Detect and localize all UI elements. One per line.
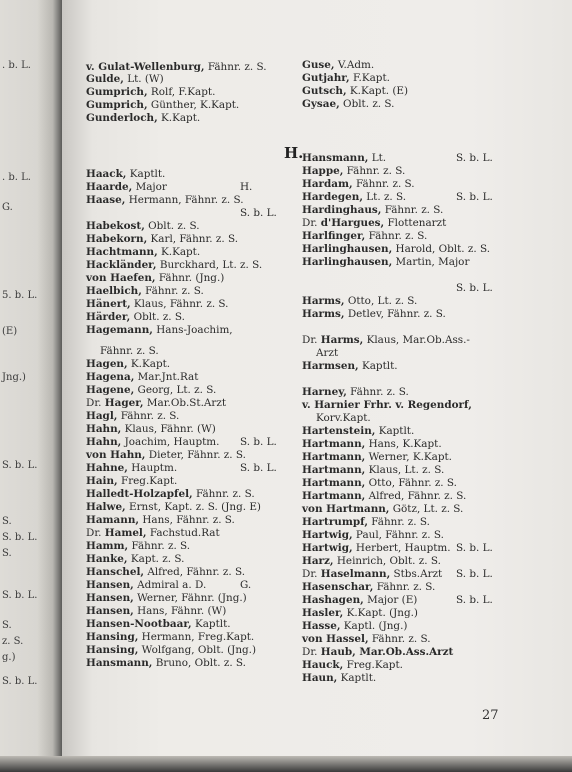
prev-page-fragment: z. S.: [2, 636, 24, 647]
directory-entry: [302, 555, 441, 568]
entry-details: Freg.Kapt.: [120, 475, 178, 487]
directory-entry: [86, 298, 228, 311]
entry-surname: Hartmann,: [302, 451, 366, 463]
directory-entry: [302, 204, 443, 217]
entry-details: Fähnr. z. S.: [145, 285, 204, 297]
entry-details: Martin, Major: [395, 256, 470, 268]
entry-status-mark: S. b. L.: [456, 594, 493, 606]
directory-entry: [302, 295, 417, 308]
directory-entry: [86, 449, 246, 462]
directory-entry: [86, 592, 247, 605]
entry-surname: Harlinghausen,: [302, 243, 393, 255]
entry-details: Herbert, Hauptm.: [355, 542, 451, 554]
entry-surname: Hasse,: [302, 620, 341, 632]
directory-entry: [302, 230, 427, 243]
entry-surname: Hanke,: [86, 553, 128, 565]
directory-entry: [86, 246, 200, 259]
entry-surname: Hartmann,: [302, 490, 366, 502]
entry-surname: Hartmann,: [302, 477, 366, 489]
entry-details: Werner, K.Kapt.: [368, 451, 452, 463]
entry-details: Karl, Fähnr. z. S.: [150, 233, 239, 245]
entry-surname: Haarde,: [86, 181, 133, 193]
entry-surname: Hanschel,: [86, 566, 145, 578]
entry-status-mark: H.: [240, 181, 253, 193]
directory-entry: [86, 233, 238, 246]
prev-page-fragment: G.: [2, 202, 13, 213]
entry-surname: Happe,: [302, 165, 344, 177]
entry-details: Kapt. z. S.: [130, 553, 185, 565]
entry-details: Fähnr. z. S.: [355, 178, 415, 190]
directory-entry: [302, 607, 418, 620]
directory-entry: [302, 217, 446, 230]
directory-entry: [86, 168, 165, 181]
directory-entry: [302, 490, 466, 503]
entry-details: Major: [135, 181, 167, 193]
entry-details: Admiral a. D.: [137, 579, 207, 591]
entry-details: Kaptlt.: [194, 618, 231, 630]
directory-entry: [302, 399, 472, 412]
entry-details: Major (E): [367, 594, 418, 606]
directory-entry: [302, 360, 398, 373]
entry-surname: Haun,: [302, 672, 338, 684]
entry-details: Fähnr. z. S.: [120, 410, 180, 422]
entry-details: Mar.Ob.St.Arzt: [146, 397, 227, 409]
directory-entry: [302, 477, 457, 490]
prev-page-fragment: S.: [2, 620, 12, 631]
entry-surname: Harms,: [302, 308, 345, 320]
entry-surname: Hardam,: [302, 178, 353, 190]
directory-entry: [302, 243, 490, 256]
entry-details: Klaus, Mar.Ob.Ass.-: [366, 334, 470, 346]
prev-page-fragment: S. b. L.: [2, 460, 38, 471]
directory-entry: [86, 358, 170, 371]
directory-entry: [86, 73, 164, 86]
directory-entry: [86, 514, 235, 527]
entry-title-prefix: Dr.: [302, 646, 318, 658]
directory-entry: [302, 72, 390, 85]
entry-details: Fähnr. (Jng.): [158, 272, 225, 284]
directory-entry: [86, 644, 256, 657]
entry-surname: Hahn,: [86, 423, 122, 435]
entry-details: Oblt. z. S.: [148, 220, 200, 232]
directory-entry: [86, 397, 226, 410]
entry-status-mark: S. b. L.: [240, 436, 277, 448]
directory-entry: [86, 475, 177, 488]
directory-entry: [302, 516, 430, 529]
directory-entry: [302, 542, 493, 555]
directory-entry: [86, 462, 277, 475]
directory-entry: [302, 438, 442, 451]
prev-page-fragment: 5. b. L.: [2, 290, 38, 301]
entry-details: Hans, Fähnr. z. S.: [142, 514, 235, 526]
directory-entry: [86, 86, 215, 99]
directory-entry: [86, 371, 198, 384]
entry-details: Georg, Lt. z. S.: [137, 384, 217, 396]
entry-details: Paul, Fähnr. z. S.: [355, 529, 444, 541]
directory-entry: [86, 540, 190, 553]
entry-surname: Hamann,: [86, 514, 140, 526]
entry-title-prefix: Dr.: [86, 527, 102, 539]
prev-page-fragment: S. b. L.: [2, 532, 38, 543]
entry-details: Alfred, Fähnr. z. S.: [368, 490, 467, 502]
entry-status-mark: S. b. L.: [240, 462, 277, 474]
entry-details: Dieter, Fähnr. z. S.: [148, 449, 246, 461]
entry-details: Wolfgang, Oblt. (Jng.): [141, 644, 257, 656]
entry-details: Hans-Joachim,: [156, 324, 233, 336]
entry-status-mark: S. b. L.: [456, 568, 493, 580]
directory-entry: [86, 605, 226, 618]
entry-surname: Gutjahr,: [302, 72, 350, 84]
prev-page-fragment: S. b. L.: [2, 590, 38, 601]
entry-status-mark: S. b. L.: [456, 542, 493, 554]
entry-surname: Hagemann,: [86, 324, 153, 336]
entry-surname: Hartwig,: [302, 529, 353, 541]
directory-entry: [302, 646, 453, 659]
entry-details: Götz, Lt. z. S.: [392, 503, 464, 515]
directory-entry: [86, 324, 233, 337]
entry-surname: Halledt-Holzapfel,: [86, 488, 193, 500]
entry-surname: von Hartmann,: [302, 503, 390, 515]
previous-page-edge: [0, 0, 62, 772]
entry-surname: Hansen,: [86, 592, 134, 604]
entry-details: Lt. z. S.: [366, 191, 407, 203]
entry-surname: Harms,: [320, 334, 364, 346]
entry-surname: Gumprich,: [86, 86, 148, 98]
directory-entry: [86, 436, 277, 449]
entry-details: Fähnr. z. S.: [371, 633, 431, 645]
entry-details: Fähnr. z. S.: [131, 540, 191, 552]
entry-details: Hauptm.: [131, 462, 178, 474]
directory-entry: [302, 451, 452, 464]
entry-details: Rolf, F.Kapt.: [150, 86, 216, 98]
entry-details: F.Kapt.: [352, 72, 390, 84]
prev-page-fragment: S.: [2, 516, 12, 527]
directory-entry: [86, 527, 220, 540]
entry-status-mark: S. b. L.: [456, 191, 493, 203]
entry-surname: Harlfinger,: [302, 230, 366, 242]
entry-continuation: S. b. L.: [456, 282, 493, 294]
entry-surname: Hansmann,: [302, 152, 369, 164]
directory-entry: [86, 311, 185, 324]
directory-entry: [302, 672, 376, 685]
directory-entry: [302, 581, 435, 594]
entry-details: Klaus, Fähnr. z. S.: [133, 298, 229, 310]
directory-entry: [86, 423, 216, 436]
directory-entry: [86, 657, 246, 670]
directory-entry: [302, 178, 415, 191]
entry-surname: Guse,: [302, 59, 335, 71]
entry-surname: Gunderloch,: [86, 112, 158, 124]
entry-surname: Hansen,: [86, 579, 134, 591]
entry-details: Fähnr. z. S.: [195, 488, 255, 500]
entry-details: Burckhard, Lt. z. S.: [159, 259, 263, 271]
entry-surname: Hartwig,: [302, 542, 353, 554]
directory-entry: [86, 501, 261, 514]
entry-status-mark: S. b. L.: [456, 152, 493, 164]
entry-details: Harold, Oblt. z. S.: [395, 243, 490, 255]
entry-details: Klaus, Fähnr. (W): [124, 423, 216, 435]
entry-details: Fähnr. z. S.: [368, 230, 428, 242]
entry-details: Detlev, Fähnr. z. S.: [347, 308, 446, 320]
entry-surname: Hamm,: [86, 540, 129, 552]
entry-surname: Halwe,: [86, 501, 126, 513]
entry-details: Fähnr. z. S.: [350, 386, 409, 398]
entry-surname: Harms,: [302, 295, 345, 307]
entry-details: Lt.: [371, 152, 387, 164]
entry-surname: Hansen,: [86, 605, 134, 617]
directory-entry: [86, 553, 184, 566]
directory-entry: [302, 191, 493, 204]
entry-surname: Hartmann,: [302, 438, 366, 450]
entry-details: Fähnr. z. S.: [371, 516, 430, 528]
prev-page-fragment: (E): [2, 326, 18, 337]
prev-page-fragment: g.): [2, 652, 16, 663]
directory-entry: [86, 285, 204, 298]
entry-surname: Gutsch,: [302, 85, 347, 97]
entry-details: K.Kapt.: [161, 112, 201, 124]
entry-details: Heinrich, Oblt. z. S.: [336, 555, 441, 567]
directory-entry: [86, 579, 252, 592]
entry-surname: Hager,: [104, 397, 144, 409]
entry-details: Fähnr. z. S.: [376, 581, 436, 593]
entry-details: K.Kapt. (Jng.): [346, 607, 418, 619]
entry-surname: Hain,: [86, 475, 118, 487]
entry-details: Alfred, Fähnr. z. S.: [147, 566, 246, 578]
entry-details: Lt. (W): [127, 73, 164, 85]
entry-surname: Hachtmann,: [86, 246, 158, 258]
entry-details: Kaptl. (Jng.): [343, 620, 408, 632]
entry-surname: Haub, Mar.Ob.Ass.Arzt: [320, 646, 454, 658]
entry-surname: v. Gulat-Wellenburg,: [86, 61, 205, 73]
entry-details: Kaptlt.: [340, 672, 377, 684]
directory-entry: [86, 618, 231, 631]
entry-surname: Gulde,: [86, 73, 124, 85]
directory-entry: [86, 566, 245, 579]
directory-entry: [302, 503, 463, 516]
directory-entry: [302, 659, 403, 672]
entry-details: Klaus, Lt. z. S.: [368, 464, 445, 476]
prev-page-fragment: . b. L.: [2, 172, 31, 183]
entry-surname: v. Harnier Frhr. v. Regendorf,: [302, 399, 472, 411]
entry-details: Fähnr. z. S.: [207, 61, 267, 73]
directory-entry: [86, 112, 200, 125]
entry-surname: Hagen,: [86, 358, 128, 370]
directory-entry: [86, 488, 255, 501]
entry-details: Fachstud.Rat: [149, 527, 220, 539]
entry-surname: Habekorn,: [86, 233, 148, 245]
directory-entry: [302, 568, 493, 581]
entry-title-prefix: Dr.: [302, 334, 318, 346]
directory-entry: [302, 308, 446, 321]
directory-entry: [86, 631, 254, 644]
directory-entry: [302, 98, 394, 111]
entry-surname: Hansing,: [86, 644, 139, 656]
directory-entry: [86, 99, 239, 112]
entry-surname: Hänert,: [86, 298, 131, 310]
entry-surname: Hauck,: [302, 659, 344, 671]
entry-surname: Harmsen,: [302, 360, 359, 372]
directory-entry: [86, 220, 200, 233]
directory-entry: [302, 334, 470, 347]
entry-details: Fähnr. z. S.: [346, 165, 406, 177]
directory-entry: [86, 272, 224, 285]
entry-surname: Harney,: [302, 386, 347, 398]
entry-details: Otto, Lt. z. S.: [347, 295, 418, 307]
entry-details: Otto, Fähnr. z. S.: [368, 477, 457, 489]
entry-details: Freg.Kapt.: [346, 659, 403, 671]
entry-details: Stbs.Arzt: [393, 568, 443, 580]
entry-surname: Hahn,: [86, 436, 122, 448]
entry-details: Günther, K.Kapt.: [150, 99, 240, 111]
directory-entry: [302, 594, 493, 607]
entry-surname: Hardinghaus,: [302, 204, 382, 216]
directory-entry: [86, 259, 262, 272]
entry-surname: Hagena,: [86, 371, 135, 383]
directory-entry: [86, 384, 216, 397]
entry-surname: Hansmann,: [86, 657, 153, 669]
entry-surname: Haack,: [86, 168, 127, 180]
entry-details: Oblt. z. S.: [343, 98, 395, 110]
entry-details: K.Kapt. (E): [349, 85, 409, 97]
entry-details: Hans, K.Kapt.: [368, 438, 442, 450]
directory-entry: [302, 620, 407, 633]
directory-entry: [302, 165, 405, 178]
entry-surname: Hansing,: [86, 631, 139, 643]
entry-surname: Härder,: [86, 311, 131, 323]
entry-title-prefix: Dr.: [86, 397, 102, 409]
entry-details: Fähnr. z. S.: [384, 204, 444, 216]
entry-surname: Gysae,: [302, 98, 340, 110]
prev-page-fragment: S. b. L.: [2, 676, 38, 687]
page-number: 27: [482, 708, 499, 723]
directory-page: [62, 0, 572, 772]
entry-title-prefix: Dr.: [302, 217, 318, 229]
entry-surname: Hashagen,: [302, 594, 364, 606]
entry-surname: Hackländer,: [86, 259, 157, 271]
entry-continuation: Arzt: [316, 347, 339, 359]
entry-details: Kaptlt.: [361, 360, 398, 372]
entry-surname: Habekost,: [86, 220, 145, 232]
entry-surname: Hagene,: [86, 384, 135, 396]
entry-details: Kaptlt.: [129, 168, 166, 180]
entry-surname: Hartrumpf,: [302, 516, 368, 528]
entry-details: Werner, Fähnr. (Jng.): [137, 592, 247, 604]
entry-surname: Hasenschar,: [302, 581, 374, 593]
entry-details: Hans, Fähnr. (W): [137, 605, 227, 617]
directory-entry: [302, 425, 414, 438]
entry-surname: Gumprich,: [86, 99, 148, 111]
directory-entry: [302, 152, 493, 165]
entry-surname: Hartmann,: [302, 464, 366, 476]
entry-surname: Hahne,: [86, 462, 128, 474]
entry-details: Hermann, Fähnr. z. S.: [128, 194, 244, 206]
directory-entry: [302, 633, 431, 646]
entry-continuation: S. b. L.: [240, 207, 277, 219]
scan-bottom-edge: [0, 756, 572, 772]
directory-entry: [302, 529, 444, 542]
entry-surname: Harz,: [302, 555, 334, 567]
prev-page-fragment: S.: [2, 548, 12, 559]
entry-continuation: Korv.Kapt.: [316, 412, 371, 424]
entry-title-prefix: Dr.: [302, 568, 318, 580]
entry-details: K.Kapt.: [161, 246, 201, 258]
entry-details: K.Kapt.: [130, 358, 171, 370]
directory-entry: [302, 59, 374, 72]
entry-continuation: Fähnr. z. S.: [100, 345, 159, 357]
entry-details: Joachim, Hauptm.: [124, 436, 220, 448]
directory-entry: [302, 386, 409, 399]
entry-surname: Hansen-Nootbaar,: [86, 618, 192, 630]
entry-surname: Hardegen,: [302, 191, 363, 203]
entry-details: Flottenarzt: [387, 217, 447, 229]
entry-details: Kaptlt.: [378, 425, 415, 437]
entry-surname: Hartenstein,: [302, 425, 376, 437]
entry-details: V.Adm.: [337, 59, 375, 71]
entry-details: Bruno, Oblt. z. S.: [155, 657, 246, 669]
directory-entry: [302, 256, 469, 269]
directory-entry: [302, 464, 444, 477]
entry-surname: Hagl,: [86, 410, 118, 422]
entry-surname: d'Hargues,: [320, 217, 385, 229]
section-letter: H.: [284, 144, 304, 162]
entry-status-mark: G.: [240, 579, 252, 591]
directory-entry: [86, 410, 179, 423]
directory-entry: [86, 181, 253, 194]
entry-details: Hermann, Freg.Kapt.: [141, 631, 255, 643]
entry-surname: Hasler,: [302, 607, 344, 619]
prev-page-fragment: Jng.): [2, 372, 26, 383]
directory-entry: [302, 85, 408, 98]
entry-surname: Haselmann,: [320, 568, 391, 580]
entry-surname: Harlinghausen,: [302, 256, 393, 268]
entry-surname: Hamel,: [104, 527, 147, 539]
entry-surname: von Haefen,: [86, 272, 156, 284]
entry-details: Mar.Jnt.Rat: [137, 371, 199, 383]
entry-surname: Haelbich,: [86, 285, 142, 297]
entry-surname: von Hassel,: [302, 633, 369, 645]
entry-details: Oblt. z. S.: [133, 311, 185, 323]
entry-surname: Haase,: [86, 194, 126, 206]
entry-details: Ernst, Kapt. z. S. (Jng. E): [128, 501, 261, 513]
entry-surname: von Hahn,: [86, 449, 146, 461]
prev-page-fragment: . b. L.: [2, 60, 31, 71]
directory-entry: [86, 194, 244, 207]
